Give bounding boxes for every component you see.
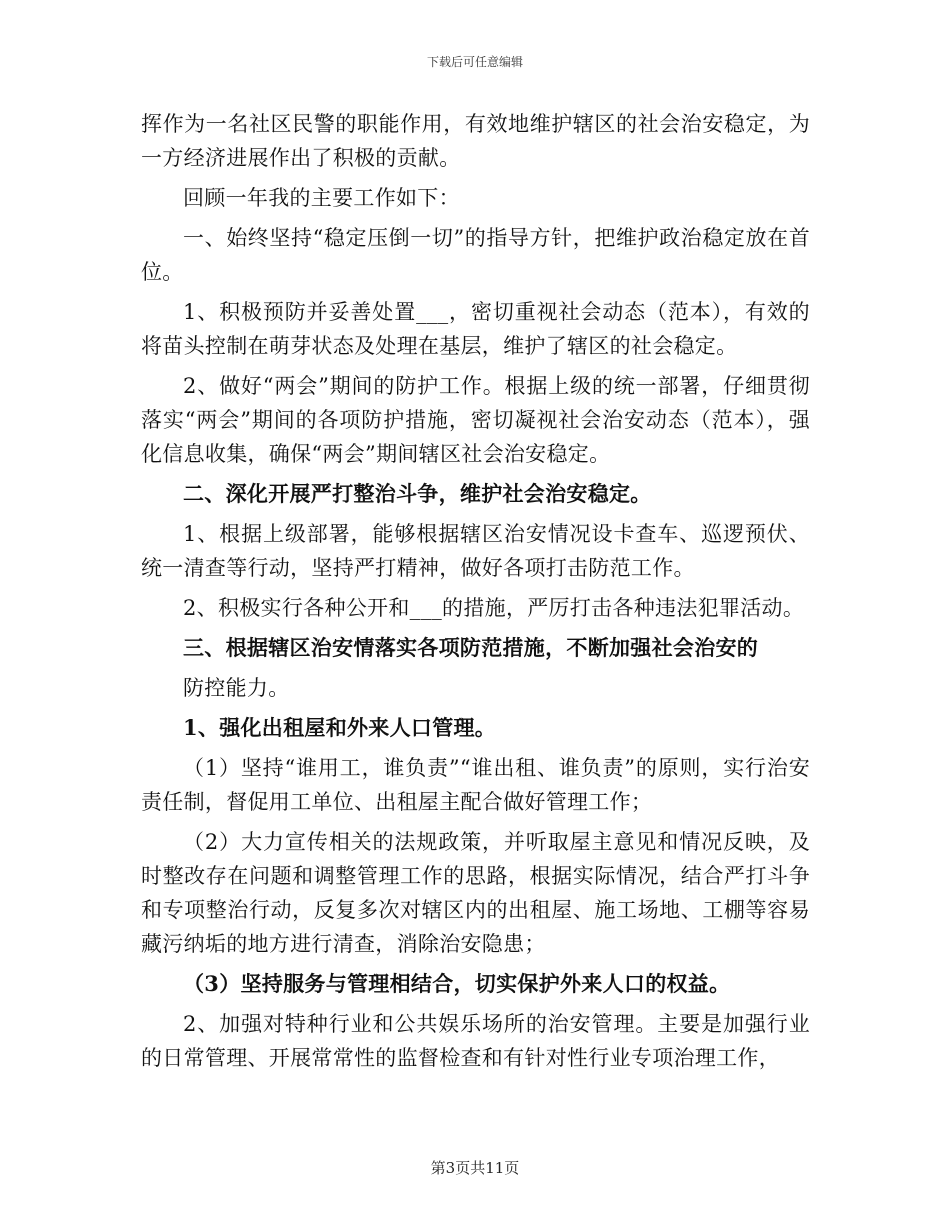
paragraph: 2、积极实行各种公开和___的措施，严厉打击各种违法犯罪活动。 [183,596,805,620]
paragraph: （2）大力宣传相关的法规政策，并听取屋主意见和情况反映，及时整改存在问题和调整管理工作的思路，根据实际情况，结合严打斗争和专项整治行动，反复多次对辖区内的出租屋、施工场地、工棚等容易藏污纳垢的地方进行清查，消除治安隐患； [141,830,810,956]
paragraph: 回顾一年我的主要工作如下： [183,186,460,210]
paragraph: 挥作为一名社区民警的职能作用，有效地维护辖区的社会治安稳定，为一方经济进展作出了积极的贡献。 [141,112,810,170]
section-heading: 一、始终坚持“稳定压倒一切”的指导方针，把维护政治稳定放在首位。 [141,226,810,284]
page-header: 下载后可任意编辑 [426,55,523,69]
section-heading: 二、深化开展严打整治斗争，维护社会治安稳定。 [183,481,652,506]
paragraph: 2、加强对特种行业和公共娱乐场所的治安管理。主要是加强行业的日常管理、开展常常性的监督检查和有针对性行业专项治理工作， [141,1012,810,1070]
subsection-heading: 1、强化出租屋和外来人口管理。 [183,715,497,740]
document-body [141,107,810,1075]
paragraph: 2、做好“两会”期间的防护工作。根据上级的统一部署，仔细贯彻落实“两会”期间的各项防护措施，密切凝视社会治安动态（范本），强化信息收集，确保“两会”期间辖区社会治安稳定。 [141,374,810,466]
paragraph: 1、根据上级部署，能够根据辖区治安情况设卡查车、巡逻预伏、统一清查等行动，坚持严打精神，做好各项打击防范工作。 [141,522,810,580]
subsection-heading: （3）坚持服务与管理相结合，切实保护外来人口的权益。 [183,971,731,996]
section-heading: 三、根据辖区治安情落实各项防范措施，不断加强社会治安的 [183,635,759,660]
paragraph: （1）坚持“谁用工，谁负责”“谁出租、谁负责”的原则，实行治安责任制，督促用工单位、出租屋主配合做好管理工作； [141,756,810,814]
section-heading-continuation: 防控能力。 [183,676,290,700]
paragraph: 1、积极预防并妥善处置___，密切重视社会动态（范本），有效的将苗头控制在萌芽状态及处理在基层，维护了辖区的社会稳定。 [141,300,810,358]
page-footer: 第3页共11页 [430,1159,520,1177]
